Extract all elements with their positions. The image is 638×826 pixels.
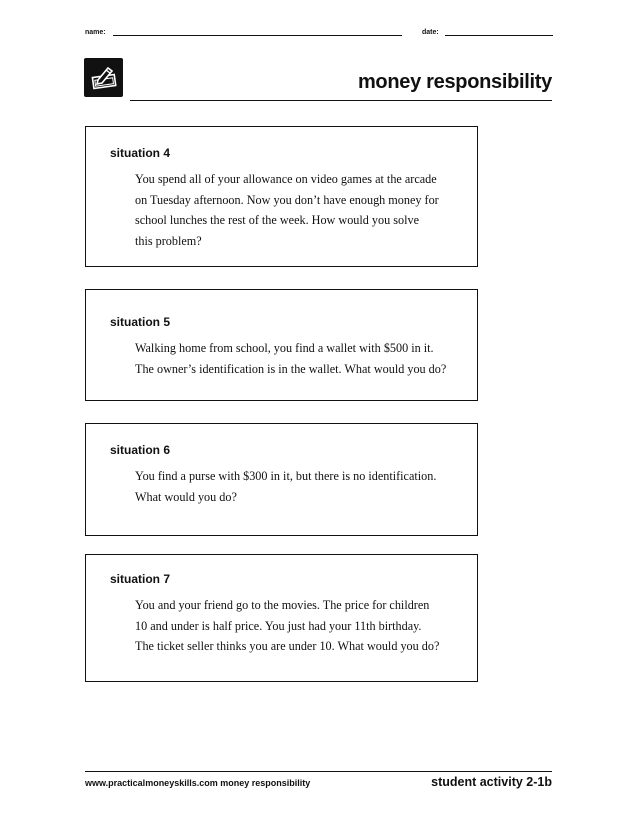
situation-box xyxy=(85,126,478,267)
title-divider xyxy=(130,100,552,101)
situation-box xyxy=(85,554,478,682)
name-field[interactable] xyxy=(113,35,402,36)
situation-text: You spend all of your allowance on video games at the arcade on Tuesday afternoon. Now you don’t have enough money for school lunches the rest of the week. How would you solve this problem? xyxy=(135,172,439,248)
page-title: money responsibility xyxy=(357,71,552,93)
situation-box xyxy=(85,423,478,536)
footer-activity-label: student activity 2-1b xyxy=(431,775,552,789)
name-label: name: xyxy=(85,29,106,36)
footer-divider xyxy=(85,771,552,772)
footer-site-link: www.practicalmoneyskills.com money responsibility xyxy=(85,778,311,788)
situation-text: You find a purse with $300 in it, but there is no identification. What would you do? xyxy=(135,469,437,504)
date-label: date: xyxy=(422,29,439,36)
situation-title: situation 5 xyxy=(110,315,171,329)
situation-text: Walking home from school, you find a wallet with $500 in it. The owner’s identification is in the wallet. What would you do? xyxy=(135,341,447,376)
situation-title: situation 4 xyxy=(110,146,171,160)
situation-box xyxy=(85,289,478,401)
situation-title: situation 7 xyxy=(110,572,171,586)
pencil-money-icon xyxy=(84,58,123,97)
date-field[interactable] xyxy=(445,35,553,36)
situation-title: situation 6 xyxy=(110,443,171,457)
situation-text: You and your friend go to the movies. The price for children 10 and under is half price. You just had your 11th birthday. The ticket seller thinks you are under 10. What would you do? xyxy=(135,598,440,653)
